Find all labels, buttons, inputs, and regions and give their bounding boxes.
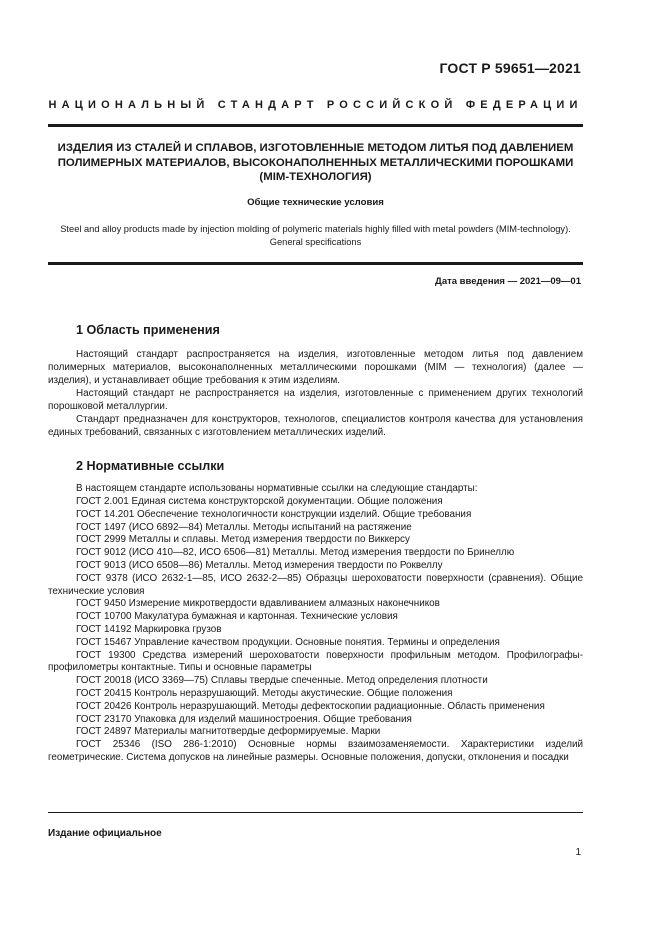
reference-item: ГОСТ 10700 Макулатура бумажная и картонная. Технические условия xyxy=(76,611,398,623)
reference-item: ГОСТ 24897 Материалы магнитотвердые деформируемые. Марки xyxy=(76,726,381,738)
section-1-paragraph: Стандарт предназначен для конструкторов, технологов, специалистов контроля качества для установления единых требований, связанных с изготовлением металлических изделий. xyxy=(48,414,583,438)
introduction-date: Дата введения — 2021—09—01 xyxy=(435,276,581,287)
reference-item: ГОСТ 25346 (ISO 286-1:2010) Основные нормы взаимозаменяемости. Характеристики изделий геометрические. Система допусков на линейные размеры. Основные положения, допуски, отклонения и посадки xyxy=(48,739,583,763)
reference-item: ГОСТ 9378 (ИСО 2632-1—85, ИСО 2632-2—85) Образцы шероховатости поверхности (сравнения). Общие технические условия xyxy=(48,572,583,597)
page-number: 1 xyxy=(575,847,581,858)
section-1-paragraph: Настоящий стандарт распространяется на изделия, изготовленные методом литья под давлением полимерных материалов, высоконаполненных металлическими порошками (MIM — технология) (далее — изделия), и устанавливает общие требования к этим изделиям. xyxy=(48,349,583,386)
title-english: Steel and alloy products made by injection molding of polymeric materials highly filled with metal powders (MIM-technology). General specifications xyxy=(60,224,571,247)
reference-item: ГОСТ 2.001 Единая система конструкторской документации. Общие положения xyxy=(76,496,443,507)
reference-item: ГОСТ 23170 Упаковка для изделий машиностроения. Общие требования xyxy=(76,713,412,725)
reference-item: ГОСТ 14.201 Обеспечение технологичности конструкции изделий. Общие требования xyxy=(76,508,472,520)
reference-item: ГОСТ 20415 Контроль неразрушающий. Методы акустические. Общие положения xyxy=(76,687,453,699)
reference-item: ГОСТ 20426 Контроль неразрушающий. Методы дефектоскопии радиационные. Область применения xyxy=(76,700,545,712)
section-1-paragraph: Настоящий стандарт не распространяется на изделия, изготовленные с применением других технологий порошковой металлургии. xyxy=(48,388,583,412)
title-russian: ИЗДЕЛИЯ ИЗ СТАЛЕЙ И СПЛАВОВ, ИЗГОТОВЛЕННЫЕ МЕТОДОМ ЛИТЬЯ ПОД ДАВЛЕНИЕМ ПОЛИМЕРНЫХ МАТЕРИАЛОВ, ВЫСОКОНАПОЛНЕННЫХ МЕТАЛЛИЧЕСКИМИ ПОРОШКАМИ (MIM-ТЕХНОЛОГИЯ) xyxy=(57,142,574,183)
normative-references-list xyxy=(48,496,583,765)
reference-item: ГОСТ 20018 (ИСО 3369—75) Сплавы твердые спеченные. Метод определения плотности xyxy=(76,675,488,687)
section-1-heading: 1 Область применения xyxy=(76,323,220,337)
reference-item: ГОСТ 9450 Измерение микротвердости вдавливанием алмазных наконечников xyxy=(76,598,440,610)
header-rule xyxy=(48,124,583,127)
title-subtitle: Общие технические условия xyxy=(247,197,384,208)
reference-item: ГОСТ 9013 (ИСО 6508—86) Металлы. Метод измерения твердости по Роквеллу xyxy=(76,559,443,571)
reference-item: ГОСТ 2999 Металлы и сплавы. Метод измерения твердости по Виккерсу xyxy=(76,534,410,546)
title-rule xyxy=(48,262,583,265)
section-2-intro: В настоящем стандарте использованы нормативные ссылки на следующие стандарты: xyxy=(76,483,478,494)
national-standard-label: НАЦИОНАЛЬНЫЙ СТАНДАРТ РОССИЙСКОЙ ФЕДЕРАЦИИ xyxy=(48,99,583,111)
reference-item: ГОСТ 19300 Средства измерений шероховатости поверхности профильным методом. Профилографы-профилометры контактные. Типы и основные параметры xyxy=(48,649,583,674)
official-edition-label: Издание официальное xyxy=(48,828,162,839)
section-2-heading: 2 Нормативные ссылки xyxy=(76,459,225,473)
footer-rule xyxy=(48,812,583,813)
reference-item: ГОСТ 14192 Маркировка грузов xyxy=(76,623,222,635)
reference-item: ГОСТ 15467 Управление качеством продукции. Основные понятия. Термины и определения xyxy=(76,636,500,648)
reference-item: ГОСТ 1497 (ИСО 6892—84) Металлы. Методы испытаний на растяжение xyxy=(76,521,412,533)
document-number: ГОСТ Р 59651—2021 xyxy=(439,60,581,76)
reference-item: ГОСТ 9012 (ИСО 410—82, ИСО 6506—81) Металлы. Метод измерения твердости по Бринеллю xyxy=(76,547,515,559)
